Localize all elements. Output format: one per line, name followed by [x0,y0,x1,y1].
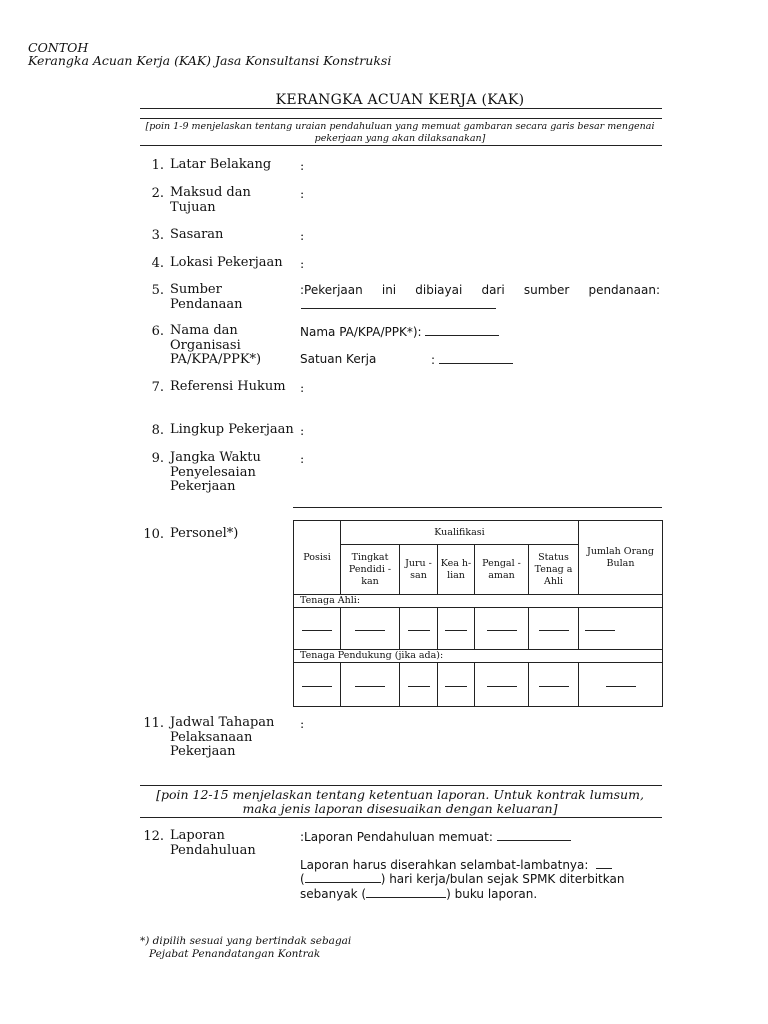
document-title: KERANGKA ACUAN KERJA (KAK) [275,92,525,108]
item-3-colon: : [300,228,305,243]
table-row [294,608,663,650]
item-4-colon: : [300,256,305,271]
item-2-label: Maksud dan Tujuan [170,185,251,215]
col-status-tenaga-ahli: Status Tenag a Ahli [529,545,579,595]
item-7-colon: : [300,380,305,395]
table-cell [579,663,663,707]
col-jurusan: Juru -san [400,545,438,595]
section-tenaga-pendukung: Tenaga Pendukung (jika ada): [294,650,663,663]
item-6-pa-name: Nama PA/KPA/PPK*): [300,324,499,339]
item-4-number: 4. [151,256,164,271]
item-9-label: Jangka Waktu Penyelesaian Pekerjaan [170,450,261,494]
table-cell [400,663,438,707]
item-2-number: 2. [151,186,164,201]
section-tenaga-ahli: Tenaga Ahli: [294,595,663,608]
item-12-laporan-memuat: :Laporan Pendahuluan memuat: [300,829,571,844]
item-3-label: Sasaran [170,227,224,242]
note-2-line-1: [poin 12-15 menjelaskan tentang ketentuan laporan. Untuk kontrak lumsum, [156,787,644,802]
item-11-number: 11. [143,716,164,731]
item-12-copies-line: sebanyak ( ) buku laporan. [300,887,538,901]
item-5-label: Sumber Pendanaan [170,282,243,312]
note-2-line-2: maka jenis laporan disesuaikan dengan keluaran] [242,801,558,816]
item-9-rule [293,507,662,508]
table-cell [294,608,341,650]
note-top-rule [140,118,662,119]
table-cell [341,663,400,707]
item-8-label: Lingkup Pekerjaan [170,422,294,437]
col-keahlian: Kea h- lian [438,545,475,595]
table-cell [294,663,341,707]
item-1-label: Latar Belakang [170,157,272,172]
item-12-deadline-line: Laporan harus diserahkan selambat-lambatnya: [300,857,612,872]
item-11-label: Jadwal Tahapan Pelaksanaan Pekerjaan [170,715,275,759]
item-7-number: 7. [151,380,164,395]
col-pengalaman: Pengal -aman [475,545,529,595]
footnote-line-2: Pejabat Penandatangan Kontrak [149,948,321,960]
item-6-satuan-kerja-label: Satuan Kerja [300,352,377,366]
item-7-label: Referensi Hukum [170,379,286,394]
table-cell [529,608,579,650]
item-5-blank-line [301,308,496,309]
item-1-number: 1. [151,158,164,173]
table-cell [579,608,663,650]
item-12-days-line: ( ) hari kerja/bulan sejak SPMK diterbitkan [300,872,625,886]
col-tingkat-pendidikan: Tingkat Pendidi -kan [341,545,400,595]
footnote-line-1: *) dipilih sesuai yang bertindak sebagai [140,935,352,947]
col-jumlah-orang-bulan: Jumlah Orang Bulan [579,521,663,595]
title-underline [140,108,662,109]
personnel-table [293,520,663,707]
note-1-line-2: pekerjaan yang akan dilaksanakan] [314,133,486,144]
item-9-colon: : [300,451,305,466]
item-12-label: Laporan Pendahuluan [170,828,256,858]
table-cell [529,663,579,707]
note-1-line-1: [poin 1-9 menjelaskan tentang uraian pendahuluan yang memuat gambaran secara garis besar mengenai [145,121,655,132]
item-8-number: 8. [151,423,164,438]
item-5-number: 5. [151,283,164,298]
header-contoh: CONTOH [28,40,89,55]
item-6-label: Nama dan Organisasi PA/KPA/PPK*) [170,323,262,367]
table-cell [475,608,529,650]
item-11-colon: : [300,716,305,731]
table-cell [475,663,529,707]
footnote [140,935,351,961]
item-6-satuan-kerja-field: : [431,352,513,367]
item-10-label: Personel*) [170,526,239,541]
col-posisi: Posisi [294,521,341,595]
item-5-text: :Pekerjaan ini dibiayai dari sumber pendanaan: [300,283,660,297]
table-cell [400,608,438,650]
header-subtitle: Kerangka Acuan Kerja (KAK) Jasa Konsultansi Konstruksi [28,53,392,68]
item-1-colon: : [300,158,305,173]
item-6-number: 6. [151,324,164,339]
col-kualifikasi: Kualifikasi [341,521,579,545]
note-2-top-rule [140,785,662,786]
note-2-bottom-rule [140,817,662,818]
table-cell [341,608,400,650]
table-cell [438,663,475,707]
item-12-number: 12. [143,829,164,844]
table-row [294,663,663,707]
item-8-colon: : [300,423,305,438]
item-2-colon: : [300,186,305,201]
note-bottom-rule [140,145,662,146]
table-cell [438,608,475,650]
item-4-label: Lokasi Pekerjaan [170,255,283,270]
item-9-number: 9. [151,451,164,466]
item-3-number: 3. [151,228,164,243]
item-10-number: 10. [143,527,164,542]
